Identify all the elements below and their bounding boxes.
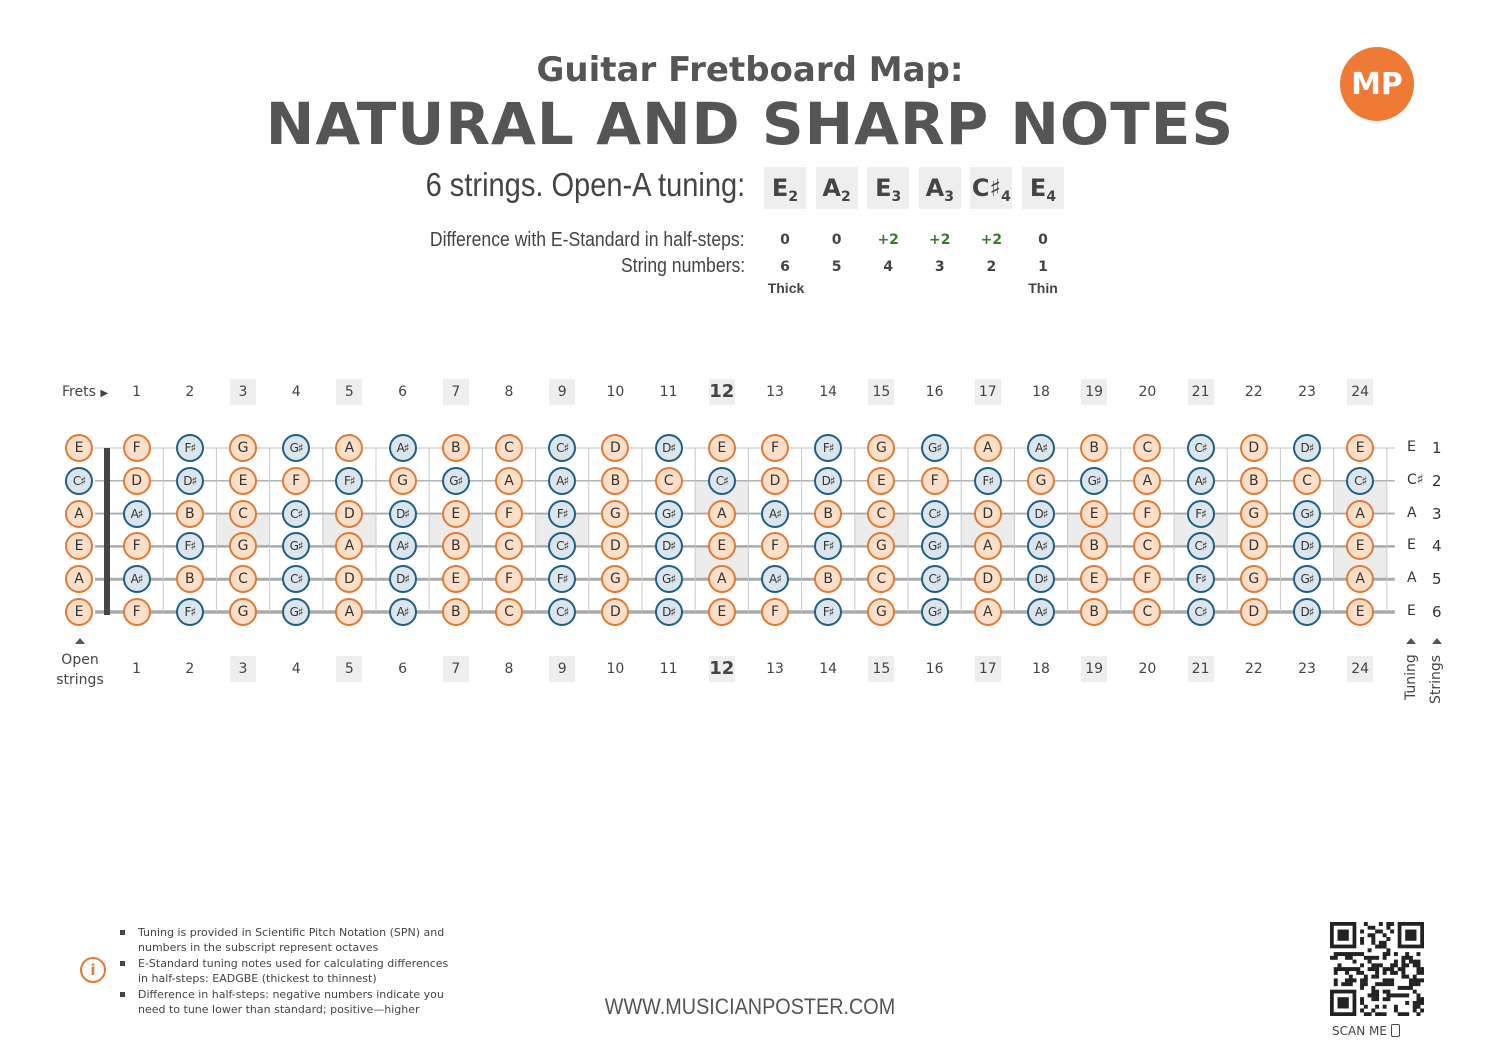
fret-note: D xyxy=(761,467,789,495)
diff-label: Difference with E-Standard in half-steps: xyxy=(430,229,745,251)
arrow-up-icon xyxy=(1432,638,1442,644)
fret-number: 5 xyxy=(336,656,362,682)
fret-note: G♯ xyxy=(1293,565,1321,593)
fret-number: 12 xyxy=(709,656,735,682)
fret-number: 5 xyxy=(336,379,362,405)
fret-note: E xyxy=(1080,500,1108,528)
fret-note: F xyxy=(495,500,523,528)
fret-number: 16 xyxy=(925,661,944,677)
tuning-diff: 0 xyxy=(1038,232,1048,248)
open-string-note: A xyxy=(65,500,93,528)
fret-note: B xyxy=(176,565,204,593)
fret-note: C♯ xyxy=(708,467,736,495)
fret-note: F♯ xyxy=(814,532,842,560)
fret-note: C xyxy=(229,500,257,528)
fret-note: C♯ xyxy=(1187,532,1215,560)
open-string-note: E xyxy=(65,598,93,626)
side-string-number: 2 xyxy=(1432,471,1442,490)
fret-note: C♯ xyxy=(921,500,949,528)
footnote-text: Tuning is provided in Scientific Pitch Notation (SPN) and numbers in the subscript represent octaves xyxy=(138,926,445,954)
fret-note: F xyxy=(921,467,949,495)
fret-number: 9 xyxy=(549,656,575,682)
fret-note: A♯ xyxy=(1027,598,1055,626)
string-numbers-label: String numbers: xyxy=(620,255,745,277)
fret-number: 21 xyxy=(1188,379,1214,405)
side-tuning-note: E xyxy=(1407,603,1416,619)
fret-number: 9 xyxy=(549,379,575,405)
thick-label: Thick xyxy=(767,280,805,296)
fret-number: 6 xyxy=(398,661,408,677)
fret-number: 19 xyxy=(1081,656,1107,682)
fret-note: G♯ xyxy=(282,532,310,560)
logo-text: MP xyxy=(1351,67,1403,102)
fret-note: C xyxy=(867,565,895,593)
fret-note: C xyxy=(1293,467,1321,495)
fret-note: G xyxy=(601,565,629,593)
website-link[interactable]: WWW.MUSICIANPOSTER.COM xyxy=(604,994,896,1019)
side-string-number: 3 xyxy=(1432,504,1442,523)
fret-note: D xyxy=(335,500,363,528)
fret-note: F xyxy=(123,598,151,626)
fret-note: G xyxy=(389,467,417,495)
fret-note: A xyxy=(1346,500,1374,528)
fret-note: D♯ xyxy=(814,467,842,495)
fret-note: G xyxy=(229,434,257,462)
fret-note: C xyxy=(495,598,523,626)
fret-note: B xyxy=(1080,434,1108,462)
tuning-note-octave: 2 xyxy=(788,189,799,205)
title-small: Guitar Fretboard Map: xyxy=(536,50,964,90)
tuning-note-name: A xyxy=(925,174,945,202)
fret-note: C♯ xyxy=(282,565,310,593)
fret-note: F xyxy=(123,532,151,560)
fret-note: F♯ xyxy=(974,467,1002,495)
fret-note: F♯ xyxy=(176,532,204,560)
side-tuning-note: E xyxy=(1407,537,1416,554)
open-strings-caption xyxy=(48,650,112,690)
fret-note: A xyxy=(708,565,736,593)
fret-note: B xyxy=(814,565,842,593)
fret-note: E xyxy=(867,467,895,495)
fret-note: A♯ xyxy=(1027,434,1055,462)
tuning-note-octave: 4 xyxy=(1001,189,1011,205)
fret-number: 3 xyxy=(230,379,256,405)
fret-note: D xyxy=(335,565,363,593)
side-string-number: 4 xyxy=(1432,537,1442,556)
fret-number: 15 xyxy=(868,379,894,405)
fret-note: B xyxy=(1240,467,1268,495)
tuning-diff: 0 xyxy=(780,232,790,248)
fret-note: C♯ xyxy=(548,532,576,560)
fret-number: 14 xyxy=(819,661,838,677)
fret-note: G♯ xyxy=(1080,467,1108,495)
fret-number: 22 xyxy=(1244,661,1263,677)
fret-number: 8 xyxy=(504,384,514,400)
fret-note: G♯ xyxy=(655,565,683,593)
fret-note: E xyxy=(1346,598,1374,626)
fret-note: G xyxy=(1240,565,1268,593)
fret-note: D xyxy=(1240,532,1268,560)
fret-note: D♯ xyxy=(176,467,204,495)
frets-caption-text: Frets xyxy=(62,384,96,400)
fret-note: D♯ xyxy=(1293,434,1321,462)
fret-number: 1 xyxy=(132,661,142,677)
fret-note: B xyxy=(1080,532,1108,560)
tuning-caption: Tuning xyxy=(1403,654,1419,700)
fret-note: A xyxy=(1346,565,1374,593)
string-number: 2 xyxy=(986,259,997,275)
fret-note: G♯ xyxy=(655,500,683,528)
fret-number: 19 xyxy=(1081,379,1107,405)
fret-note: C xyxy=(1133,434,1161,462)
fret-number: 10 xyxy=(606,661,625,677)
tuning-note-octave: 4 xyxy=(1046,189,1057,205)
fret-note: D xyxy=(974,500,1002,528)
fret-note: D xyxy=(601,532,629,560)
fret-note: F♯ xyxy=(335,467,363,495)
fret-note: C xyxy=(867,500,895,528)
fret-note: E xyxy=(1346,532,1374,560)
fret-note: D xyxy=(1240,598,1268,626)
fret-number: 8 xyxy=(504,661,514,677)
fret-note: C xyxy=(1133,532,1161,560)
fret-note: C xyxy=(495,434,523,462)
fret-note: A xyxy=(974,532,1002,560)
fret-note: G xyxy=(229,598,257,626)
strings-caption: Strings xyxy=(1428,654,1444,704)
fret-note: A xyxy=(335,598,363,626)
side-tuning-note: A xyxy=(1407,504,1417,521)
scan-me-label xyxy=(1332,1024,1400,1038)
tuning-label: 6 strings. Open-A tuning: xyxy=(425,166,745,203)
fret-number: 10 xyxy=(606,384,625,400)
fret-note: F♯ xyxy=(814,598,842,626)
fret-note: D xyxy=(123,467,151,495)
fret-note: F xyxy=(761,532,789,560)
tuning-note-name: C♯ xyxy=(971,174,1002,202)
fret-number: 15 xyxy=(868,656,894,682)
fret-note: F♯ xyxy=(548,565,576,593)
fret-number: 2 xyxy=(185,661,195,677)
nut xyxy=(104,448,110,615)
fret-note: D xyxy=(601,598,629,626)
fret-number: 3 xyxy=(230,656,256,682)
fret-note: E xyxy=(708,532,736,560)
qr-code[interactable] xyxy=(1330,922,1424,1016)
arrow-up-icon xyxy=(1406,638,1416,644)
fret-note: C♯ xyxy=(921,565,949,593)
fret-note: D♯ xyxy=(1293,598,1321,626)
tuning-note-octave: 3 xyxy=(944,189,954,205)
fret-note: E xyxy=(442,500,470,528)
fret-note: F xyxy=(1133,500,1161,528)
fret-note: G xyxy=(1240,500,1268,528)
fret-note: E xyxy=(229,467,257,495)
fret-note: G xyxy=(601,500,629,528)
fret-note: E xyxy=(708,434,736,462)
fret-note: D xyxy=(974,565,1002,593)
tuning-diff: +2 xyxy=(980,232,1003,248)
fret-number: 16 xyxy=(925,384,944,400)
fret-number: 13 xyxy=(766,384,784,400)
fret-note: D♯ xyxy=(655,598,683,626)
fret-note: B xyxy=(601,467,629,495)
fret-note: F xyxy=(761,434,789,462)
fret-number: 24 xyxy=(1347,379,1373,405)
scan-me-text: SCAN ME xyxy=(1332,1024,1387,1038)
fret-note: C xyxy=(229,565,257,593)
fret-note: B xyxy=(442,598,470,626)
fret-number: 14 xyxy=(819,384,838,400)
fret-note: C xyxy=(655,467,683,495)
fret-number: 13 xyxy=(766,661,784,677)
fret-note: D xyxy=(1240,434,1268,462)
fret-number: 11 xyxy=(659,384,678,400)
side-string-number: 1 xyxy=(1432,439,1442,457)
fret-note: B xyxy=(442,532,470,560)
fret-note: G xyxy=(867,598,895,626)
tuning-note-name: A xyxy=(822,174,841,202)
fret-note: D xyxy=(601,434,629,462)
side-tuning-note: A xyxy=(1407,570,1417,587)
fret-number: 18 xyxy=(1032,661,1050,677)
info-icon: i xyxy=(80,957,106,983)
string-number: 5 xyxy=(831,259,842,275)
open-string-note: C♯ xyxy=(65,467,93,495)
fret-number: 17 xyxy=(975,379,1001,405)
fret-note: G xyxy=(229,532,257,560)
open-caption-line2: strings xyxy=(56,672,104,688)
fret-number: 24 xyxy=(1347,656,1373,682)
fret-note: G♯ xyxy=(282,598,310,626)
fret-note: F♯ xyxy=(1187,500,1215,528)
fret-note: F xyxy=(495,565,523,593)
tuning-note-name: E xyxy=(771,174,789,202)
fret-note: C♯ xyxy=(1187,434,1215,462)
fret-number: 11 xyxy=(659,661,678,677)
tuning-note-octave: 3 xyxy=(891,189,902,205)
fret-note: A xyxy=(1133,467,1161,495)
side-tuning-note: E xyxy=(1407,439,1416,455)
fret-note: D♯ xyxy=(1293,532,1321,560)
fret-note: A♯ xyxy=(123,500,151,528)
fret-number: 22 xyxy=(1244,384,1263,400)
fret-number: 20 xyxy=(1138,384,1157,400)
fret-note: E xyxy=(708,598,736,626)
fret-note: F xyxy=(761,598,789,626)
phone-icon xyxy=(1391,1024,1400,1037)
fret-note: D♯ xyxy=(389,500,417,528)
fret-note: C♯ xyxy=(1187,598,1215,626)
fret-note: D♯ xyxy=(1027,565,1055,593)
fret-note: B xyxy=(814,500,842,528)
open-string-note: A xyxy=(65,565,93,593)
side-tuning-note: C♯ xyxy=(1407,471,1424,488)
fret-note: G xyxy=(867,532,895,560)
footnote-text: Difference in half-steps: negative numbers indicate you need to tune lower than standard; positive—higher xyxy=(138,988,444,1016)
fret-note: B xyxy=(176,500,204,528)
fret-note: D♯ xyxy=(389,565,417,593)
fret-note: C♯ xyxy=(282,500,310,528)
open-string-note: E xyxy=(65,532,93,560)
arrow-up-icon xyxy=(75,638,85,644)
fret-note: A♯ xyxy=(123,565,151,593)
fret-note: G♯ xyxy=(921,434,949,462)
fret-number: 21 xyxy=(1188,656,1214,682)
footnote-text: E-Standard tuning notes used for calculating differences in half-steps: EADGBE (thickest to thinnest) xyxy=(138,957,449,985)
fret-note: A xyxy=(708,500,736,528)
fret-note: A xyxy=(974,434,1002,462)
fret-number: 7 xyxy=(443,379,469,405)
fret-number: 17 xyxy=(975,656,1001,682)
fret-note: D♯ xyxy=(655,532,683,560)
fret-note: A♯ xyxy=(761,500,789,528)
fret-number: 7 xyxy=(443,656,469,682)
arrow-right-icon: ▶ xyxy=(100,388,109,399)
fret-note: B xyxy=(442,434,470,462)
string-number: 1 xyxy=(1038,259,1048,275)
fret-number: 4 xyxy=(291,661,301,677)
footnote xyxy=(120,956,460,986)
fret-note: C♯ xyxy=(548,598,576,626)
fret-number: 18 xyxy=(1032,384,1050,400)
tuning-diff: +2 xyxy=(929,232,951,248)
fret-note: F♯ xyxy=(1187,565,1215,593)
fret-note: A xyxy=(335,532,363,560)
fret-note: C xyxy=(495,532,523,560)
thin-label: Thin xyxy=(1028,280,1058,296)
fret-note: E xyxy=(1080,565,1108,593)
fret-note: B xyxy=(1080,598,1108,626)
open-string-note: E xyxy=(65,434,93,462)
string-number: 3 xyxy=(934,259,945,275)
fret-note: F♯ xyxy=(176,598,204,626)
fret-number: 23 xyxy=(1298,384,1316,400)
side-string-number: 5 xyxy=(1432,570,1442,589)
fret-note: G♯ xyxy=(282,434,310,462)
fret-note: E xyxy=(442,565,470,593)
side-string-number: 6 xyxy=(1432,603,1442,621)
fret-note: C xyxy=(1133,598,1161,626)
string-number: 6 xyxy=(780,259,790,275)
fret-note: F♯ xyxy=(814,434,842,462)
fret-note: A♯ xyxy=(1027,532,1055,560)
fret-note: G♯ xyxy=(921,532,949,560)
tuning-diff: 0 xyxy=(831,232,842,248)
fret-note: A♯ xyxy=(1187,467,1215,495)
fret-note: D♯ xyxy=(1027,500,1055,528)
fret-note: E xyxy=(1346,434,1374,462)
tuning-note-octave: 2 xyxy=(841,189,851,205)
fret-note: C♯ xyxy=(1346,467,1374,495)
fret-note: F xyxy=(1133,565,1161,593)
fret-note: A♯ xyxy=(548,467,576,495)
tuning-diff: +2 xyxy=(877,232,899,248)
fret-note: D♯ xyxy=(655,434,683,462)
fret-note: C♯ xyxy=(548,434,576,462)
fret-note: F♯ xyxy=(548,500,576,528)
fret-note: A♯ xyxy=(389,532,417,560)
fret-note: F xyxy=(123,434,151,462)
page-title: NATURAL AND SHARP NOTES xyxy=(265,90,1235,158)
fret-number: 6 xyxy=(398,384,408,400)
fret-number: 23 xyxy=(1298,661,1316,677)
fret-note: A xyxy=(974,598,1002,626)
fret-number: 2 xyxy=(185,384,195,400)
fret-number: 20 xyxy=(1138,661,1157,677)
fret-note: G♯ xyxy=(1293,500,1321,528)
fret-note: A♯ xyxy=(761,565,789,593)
fret-note: F♯ xyxy=(176,434,204,462)
fret-note: A♯ xyxy=(389,598,417,626)
tuning-note-name: E xyxy=(875,174,892,202)
fret-note: A xyxy=(335,434,363,462)
fret-number: 12 xyxy=(709,379,735,405)
tuning-note-name: E xyxy=(1029,174,1047,202)
footnote xyxy=(120,925,460,955)
fret-note: G♯ xyxy=(921,598,949,626)
open-caption-line1: Open xyxy=(61,652,99,668)
fret-note: A♯ xyxy=(389,434,417,462)
fret-note: F xyxy=(282,467,310,495)
fret-note: A xyxy=(495,467,523,495)
string-number: 4 xyxy=(883,259,894,275)
fret-number: 1 xyxy=(132,384,142,400)
fret-note: G xyxy=(867,434,895,462)
fret-note: G♯ xyxy=(442,467,470,495)
fret-note: G xyxy=(1027,467,1055,495)
fret-number: 4 xyxy=(291,384,301,400)
